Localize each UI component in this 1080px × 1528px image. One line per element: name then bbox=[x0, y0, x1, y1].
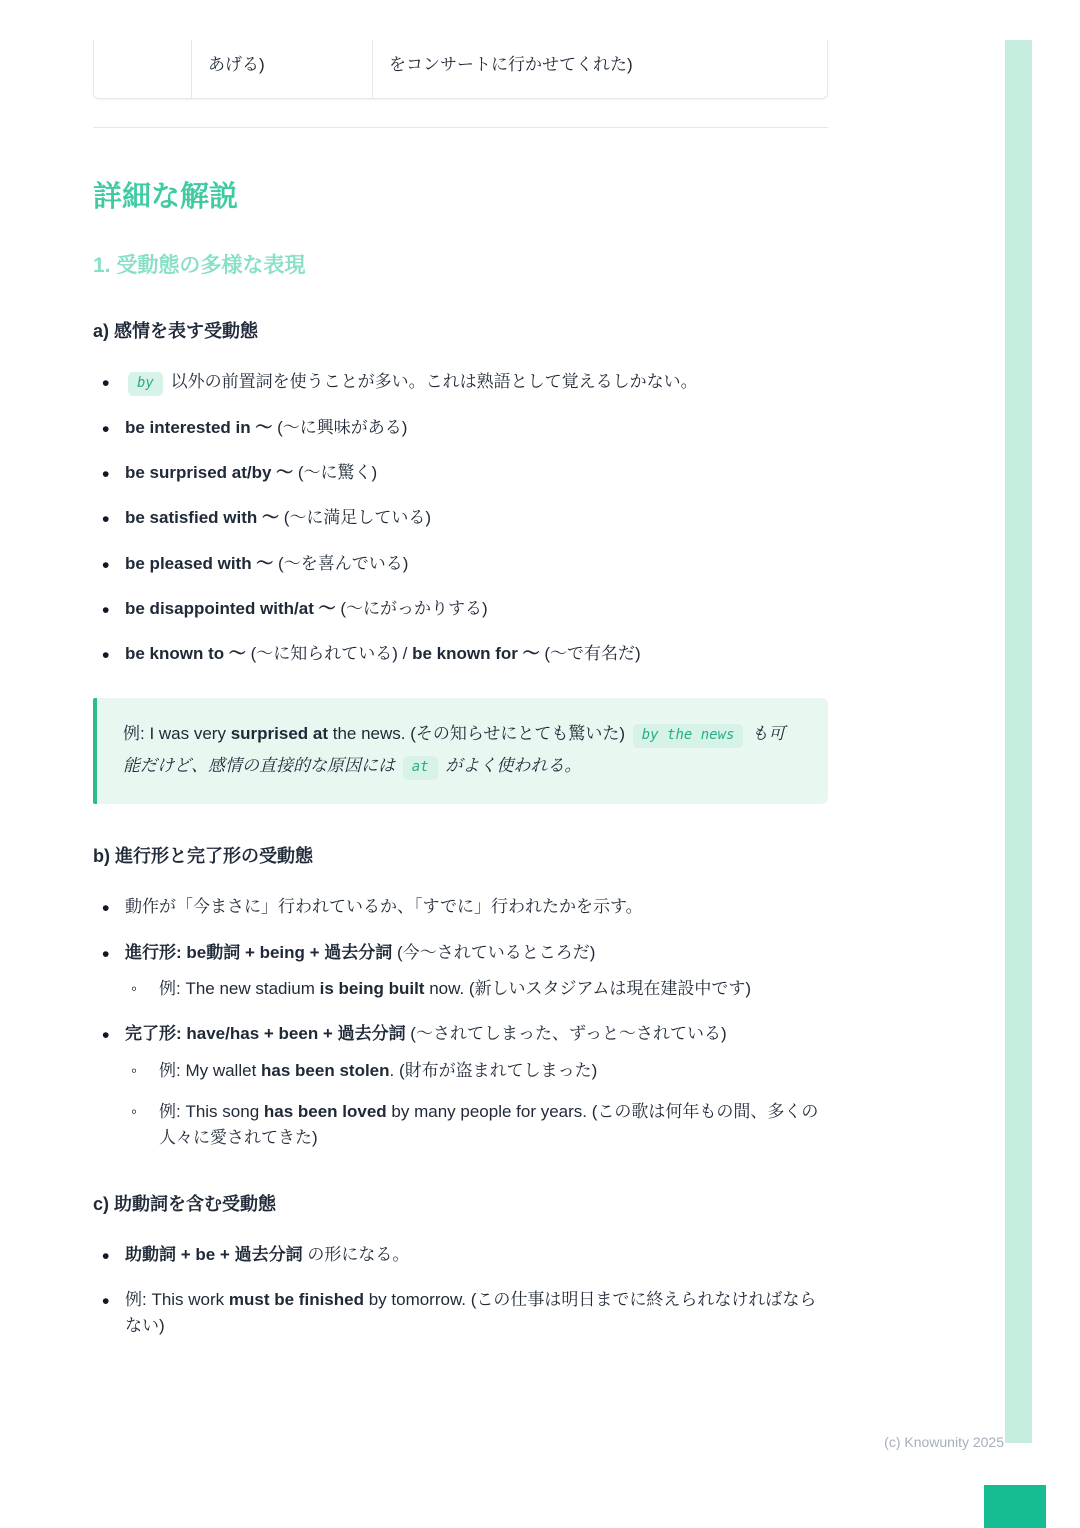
inline-code-chip: by bbox=[128, 372, 163, 396]
text-segment: . (財布が盗まれてしまった) bbox=[389, 1060, 598, 1080]
bold-text: must be finished bbox=[228, 1289, 364, 1309]
decorative-side-stripe-bottom bbox=[984, 1485, 1046, 1528]
text-segment: 例: The new stadium bbox=[159, 978, 320, 998]
list-item bbox=[93, 415, 828, 441]
main-heading: 詳細な解説 bbox=[93, 180, 239, 213]
bold-text: has been loved bbox=[263, 1101, 387, 1121]
italic-text: も可能だけど、感情の直接的な原因には bbox=[123, 723, 786, 775]
bold-text: surprised at bbox=[230, 723, 328, 743]
text-segment: 例: My wallet bbox=[159, 1060, 262, 1080]
text-segment: の形になる。 bbox=[302, 1244, 410, 1264]
sub-list-item bbox=[131, 1099, 828, 1152]
table-cell-right: をコンサートに行かせてくれた) bbox=[372, 40, 828, 98]
text-segment: (〜されてしまった、ずっと〜されている) bbox=[405, 1024, 727, 1044]
text-segment: (〜に知られている) / bbox=[245, 644, 413, 664]
bold-text: be interested in 〜 bbox=[125, 417, 273, 437]
sub-heading: 1. 受動態の多様な表現 bbox=[93, 253, 306, 277]
text-segment: 例: This song bbox=[159, 1101, 264, 1121]
bold-text: be surprised at/by 〜 bbox=[125, 462, 294, 482]
text-segment: 動作が「今まさに」行われているか、「すでに」行われたかを示す。 bbox=[125, 897, 643, 917]
table-cell-left: あげる) bbox=[191, 40, 372, 98]
text-segment: (〜に驚く) bbox=[293, 462, 378, 482]
text-segment: (〜にがっかりする) bbox=[335, 598, 488, 618]
list-item bbox=[93, 1287, 828, 1340]
watermark-text: (c) Knowunity 2025 bbox=[884, 1434, 1004, 1450]
section-a-heading: a) 感情を表す受動態 bbox=[93, 320, 259, 341]
text-segment: (〜で有名だ) bbox=[539, 644, 641, 664]
progressive-perfect-list bbox=[93, 894, 828, 1151]
inline-code-chip: by the news bbox=[633, 724, 744, 748]
text-segment: (〜に興味がある) bbox=[272, 417, 408, 437]
sub-list bbox=[125, 976, 828, 1002]
text-segment: 例: I was very bbox=[123, 723, 231, 743]
inline-code-chip: at bbox=[403, 756, 438, 780]
bold-text: be known for 〜 bbox=[412, 644, 540, 664]
list-item bbox=[93, 460, 828, 486]
modal-passive-list bbox=[93, 1242, 828, 1340]
callout-text bbox=[123, 718, 802, 783]
list-item bbox=[93, 894, 828, 920]
text-segment: by many people for years. (この歌は何年もの間、多くの人々に愛されてきた) bbox=[159, 1101, 819, 1148]
list-item bbox=[93, 940, 828, 1003]
sub-list-item bbox=[131, 1058, 828, 1084]
sub-list-item bbox=[131, 976, 828, 1002]
section-c-heading: c) 助動詞を含む受動態 bbox=[93, 1193, 277, 1214]
bold-text: is being built bbox=[319, 978, 425, 998]
bold-text: 進行形: be動詞 + being + 過去分詞 bbox=[125, 942, 393, 962]
bold-text: 助動詞 + be + 過去分詞 bbox=[125, 1244, 303, 1264]
table-fragment bbox=[93, 40, 828, 99]
text-segment: 以外の前置詞を使うことが多い。これは熟語として覚えるしかない。 bbox=[165, 371, 698, 391]
emotion-passive-list bbox=[93, 369, 828, 668]
bold-text: be satisfied with 〜 bbox=[125, 508, 279, 528]
list-item bbox=[93, 1242, 828, 1268]
section-divider bbox=[93, 127, 828, 128]
example-callout bbox=[93, 698, 828, 805]
text-segment: 例: This work bbox=[125, 1289, 229, 1309]
list-item bbox=[93, 1021, 828, 1151]
table-cell-empty bbox=[94, 40, 191, 98]
text-segment: (〜を喜んでいる) bbox=[273, 553, 409, 573]
bold-text: has been stolen bbox=[261, 1060, 390, 1080]
page-content bbox=[93, 40, 828, 1359]
bold-text: be known to 〜 bbox=[125, 644, 246, 664]
decorative-side-stripe bbox=[1005, 40, 1032, 1443]
italic-text: がよく使われる。 bbox=[440, 755, 582, 775]
list-item bbox=[93, 641, 828, 667]
text-segment: (〜に満足している) bbox=[278, 508, 432, 528]
text-segment: (今〜されているところだ) bbox=[392, 942, 596, 962]
text-segment: by tomorrow. (この仕事は明日までに終えられなければならない) bbox=[125, 1289, 817, 1336]
list-item bbox=[93, 551, 828, 577]
section-b-heading: b) 進行形と完了形の受動態 bbox=[93, 846, 313, 867]
text-segment: the news. (その知らせにとても驚いた) bbox=[328, 723, 630, 743]
list-item bbox=[93, 369, 828, 396]
text-segment: now. (新しいスタジアムは現在建設中です) bbox=[424, 978, 752, 998]
bold-text: 完了形: have/has + been + 過去分詞 bbox=[125, 1024, 406, 1044]
bold-text: be disappointed with/at 〜 bbox=[125, 598, 336, 618]
bold-text: be pleased with 〜 bbox=[125, 553, 274, 573]
list-item bbox=[93, 505, 828, 531]
list-item bbox=[93, 596, 828, 622]
sub-list bbox=[125, 1058, 828, 1152]
